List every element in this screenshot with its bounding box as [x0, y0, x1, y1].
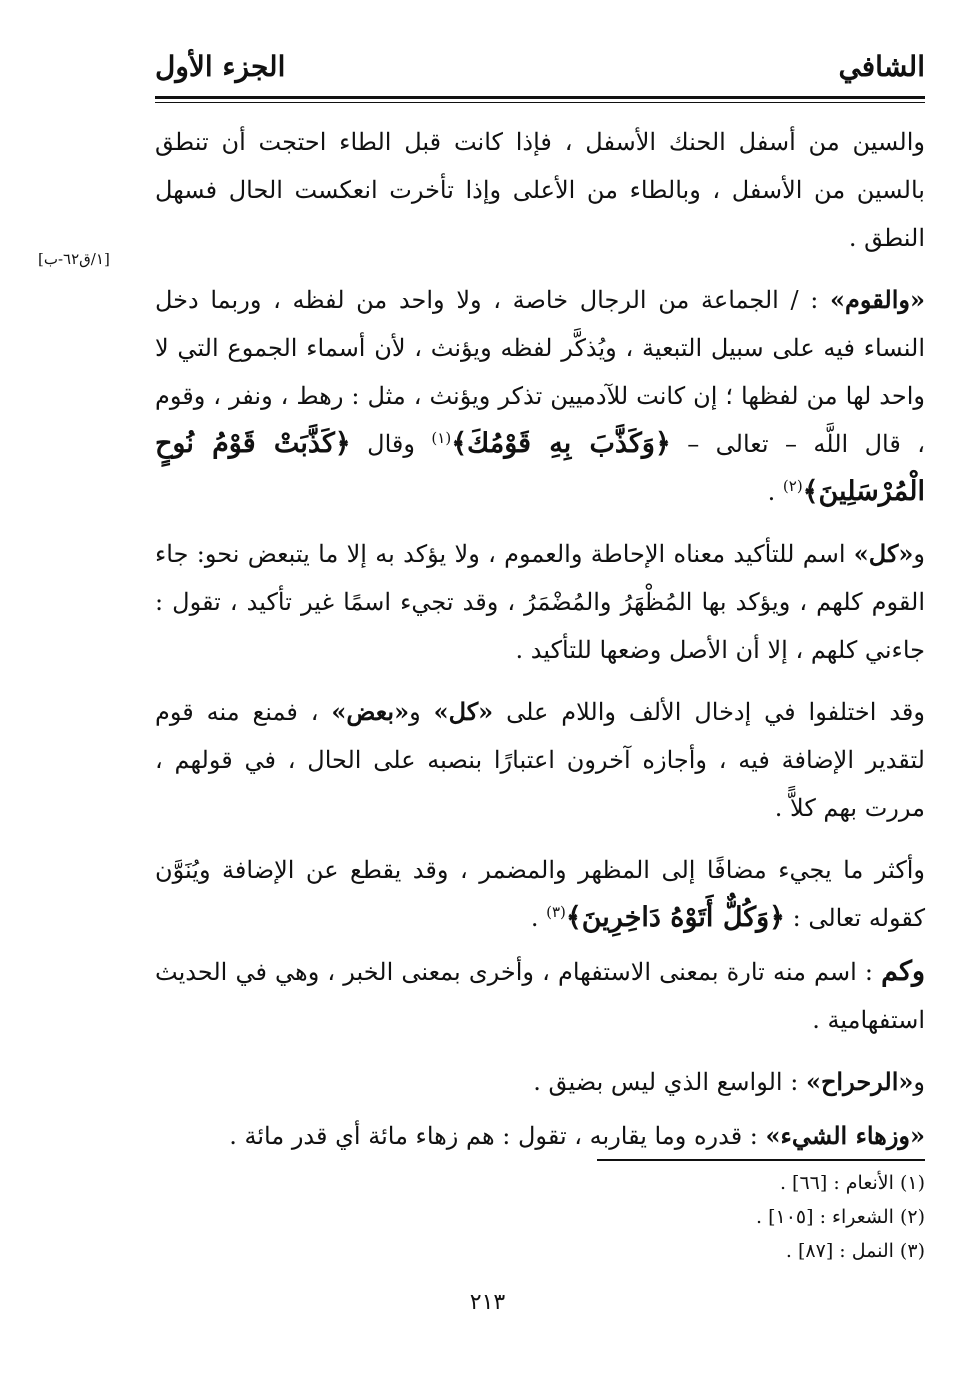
paragraph-3-text: اسم للتأكيد معناه الإحاطة والعموم ، ولا يؤكد به إلا ما يتبعض نحو: جاء القوم كلهم ، ويؤكد بها المُظْهَرُ والمُضْمَرُ ، وقد تجيء اسمًا غير تأكيد ، تقول : جاءني كلهم ، إلا أن الأصل وضعها للتأكيد . — [155, 540, 925, 664]
paragraph-8 — [155, 1112, 925, 1160]
quran-verse-3: ﴿وَكُلٌّ أَتَوْهُ دَاخِرِينَ﴾ — [565, 902, 785, 933]
term-kull-2: «كل» — [433, 697, 494, 726]
paragraph-4-text-c: ، فمنع منه قوم لتقدير الإضافة فيه ، وأجازه آخرون اعتبارًا بنصبه على الحال ، في قولهم ، مررت بهم كلاًّ . — [155, 698, 925, 822]
paragraph-4-text-a: وقد اختلفوا في إدخال الألف واللام على — [493, 698, 925, 726]
term-baad: «بعض» — [331, 697, 410, 726]
manuscript-folio-note: [١/ق٦٢-ب] — [38, 250, 110, 268]
paragraph-8-text: : قدره وما يقاربه ، تقول : هم زهاء مائة أي قدر مائة . — [229, 1122, 766, 1150]
paragraph-5-text-a: وأكثر ما يجيء مضافًا إلى المظهر والمضمر ، وقد يقطع عن الإضافة ويُنَوَّن كقوله تعالى : — [155, 856, 925, 932]
paragraph-1 — [155, 118, 925, 262]
volume-title: الجزء الأول — [155, 50, 286, 83]
paragraph-3-prefix: و — [913, 540, 925, 568]
footnote-2: (٢) الشعراء : [١٠٥] . — [756, 1206, 925, 1228]
footnote-separator — [597, 1159, 925, 1161]
term-zuhaa: «وزهاء الشيء» — [765, 1121, 925, 1150]
term-kam: وكم — [881, 956, 925, 987]
term-kull: «كل» — [853, 539, 914, 568]
quran-verse-1: ﴿وَكَذَّبَ بِهِ قَوْمُكَ﴾ — [451, 428, 671, 459]
paragraph-6 — [155, 948, 925, 1044]
paragraph-4-text-b: و — [409, 698, 434, 726]
paragraph-5-text-b: . — [530, 904, 547, 932]
paragraph-6-text: : اسم منه تارة بمعنى الاستفهام ، وأخرى بمعنى الخبر ، وهي في الحديث استفهامية . — [155, 958, 925, 1034]
paragraph-1-text: والسين من أسفل الحنك الأسفل ، فإذا كانت قبل الطاء احتجت أن تنطق بالسين من الأسفل ، وبالطاء من الأعلى وإذا تأخرت انعكست الحال فسهل النطق . — [155, 128, 925, 252]
running-header — [155, 40, 925, 96]
quran-verse-2: ﴿كَذَّبَتْ قَوْمُ نُوحٍ الْمُرْسَلِينَ﴾ — [155, 428, 925, 507]
page-number: ٢١٣ — [469, 1290, 506, 1315]
footnote-ref-1: (١) — [431, 429, 452, 447]
paragraph-5 — [155, 846, 925, 942]
header-rule-thick — [155, 96, 925, 99]
paragraph-4 — [155, 688, 925, 832]
paragraph-7-text: : الواسع الذي ليس بضيق . — [533, 1068, 806, 1096]
paragraph-2-text-a: : / الجماعة من الرجال خاصة ، ولا واحد من لفظه ، وربما دخل النساء فيه على سبيل التبعية ، ويُذكَّر لفظه ويؤنث ، لأن أسماء الجموع التي لا واحد لها من لفظها ؛ إن كانت للآدميين تذكر ويؤنث ، مثل : رهط ، ونفر ، وقوم ، قال اللَّه – تعالى – — [155, 286, 925, 458]
paragraph-2 — [155, 276, 925, 516]
footnote-1: (١) الأنعام : [٦٦] . — [779, 1172, 925, 1194]
book-title: الشافي — [838, 50, 925, 83]
paragraph-3 — [155, 530, 925, 674]
footnote-ref-3: (٣) — [546, 903, 566, 921]
term-rahrah: «الرحراح» — [805, 1067, 914, 1096]
header-rule-thin — [155, 102, 925, 103]
main-text — [155, 118, 925, 1174]
paragraph-2-text-b: وقال — [350, 430, 432, 458]
footnotes — [555, 1166, 925, 1268]
footnote-ref-2: (٢) — [782, 477, 803, 495]
term-qawm: «والقوم» — [830, 285, 925, 314]
paragraph-7 — [155, 1058, 925, 1106]
footnote-3: (٣) النمل : [٨٧] . — [785, 1240, 925, 1262]
paragraph-7-prefix: و — [913, 1068, 925, 1096]
paragraph-2-text-c: . — [767, 478, 783, 506]
